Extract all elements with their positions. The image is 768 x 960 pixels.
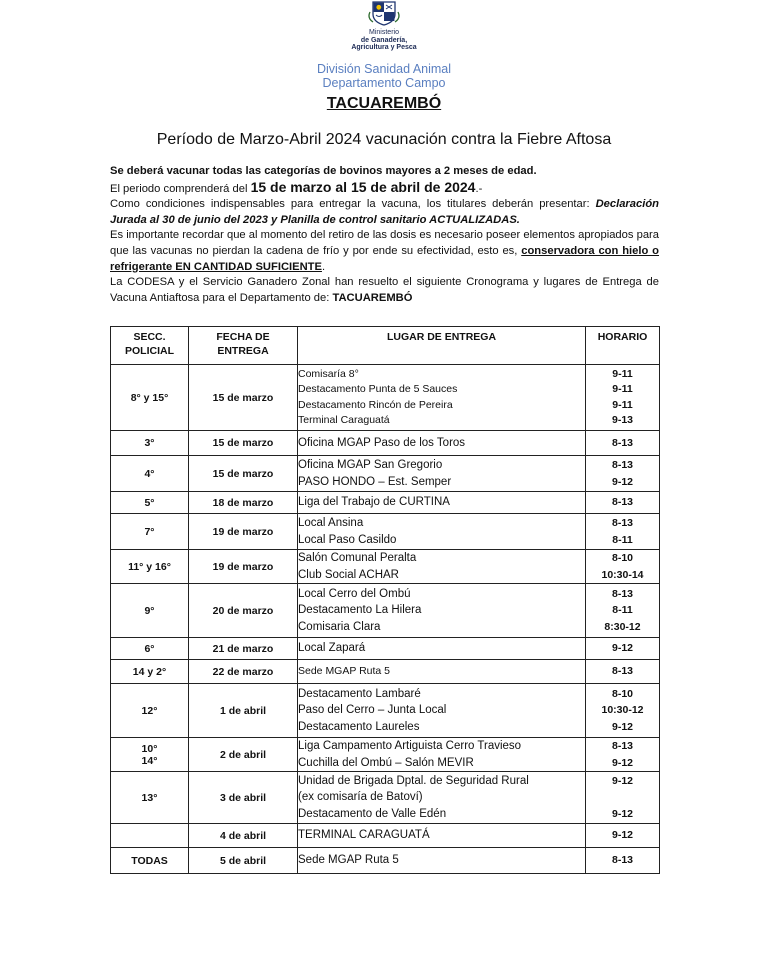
horario-cell — [586, 772, 660, 824]
lugar-cell — [298, 684, 586, 738]
lugar-item: Salón Comunal Peralta — [298, 552, 417, 564]
horario-item: 9-12 — [611, 774, 633, 787]
seccion-cell: 8° y 15° — [111, 365, 189, 431]
seccion-cell: 11° y 16° — [111, 550, 189, 584]
lugar-item: Cuchilla del Ombú – Salón MEVIR — [298, 756, 474, 769]
lugar-item: Destacamento Laureles — [298, 720, 420, 733]
lugar-item: Destacamento Rincón de Pereira — [298, 398, 453, 411]
lugar-item: Unidad de Brigada Dptal. de Seguridad Rural — [298, 774, 529, 787]
lugar-item: PASO HONDO – Est. Semper — [298, 475, 452, 488]
page-title: TACUAREMBÓ — [326, 95, 442, 112]
lugar-item: Sede MGAP Ruta 5 — [298, 664, 391, 677]
table-header-row — [111, 327, 660, 365]
horario-cell — [586, 684, 660, 738]
intro-paragraph-1: Se deberá vacunar todas las categorías de bovinos mayores a 2 meses de edad. — [110, 165, 537, 177]
horario-cell — [586, 550, 660, 584]
table-row — [111, 514, 660, 550]
fecha-cell: 1 de abril — [189, 684, 298, 738]
horario-item: 9-12 — [611, 807, 633, 820]
fecha-cell: 3 de abril — [189, 772, 298, 824]
ministry-shield-logo — [368, 0, 400, 26]
lugar-item: Local Cerro del Ombú — [298, 587, 411, 600]
department-line: Departamento Campo — [322, 76, 446, 90]
table-row — [111, 684, 660, 738]
lugar-item: Comisaría 8° — [298, 367, 359, 380]
horario-item: 9-12 — [611, 756, 633, 769]
fecha-cell: 21 de marzo — [189, 638, 298, 660]
intro-paragraph-3: Como condiciones indispensables para entregar la vacuna, los titulares deberán presentar: Declaración Jurada al 30 de junio del 2023 y Planilla de control sanitario ACTUALIZADAS. — [110, 198, 659, 226]
horario-cell — [586, 660, 660, 684]
schedule-table — [110, 326, 660, 874]
horario-item: 9-11 — [612, 383, 633, 395]
lugar-cell — [298, 660, 586, 684]
lugar-item: Paso del Cerro – Junta Local — [298, 704, 447, 717]
seccion-cell: 5° — [111, 492, 189, 514]
horario-item: 9-13 — [611, 414, 633, 426]
division-name — [0, 62, 768, 90]
horario-cell — [586, 638, 660, 660]
lugar-cell — [298, 431, 586, 456]
seccion-cell — [111, 824, 189, 848]
table-row — [111, 456, 660, 492]
horario-cell — [586, 514, 660, 550]
table-row — [111, 492, 660, 514]
horario-item — [586, 789, 659, 806]
seccion-cell: 14 y 2° — [111, 660, 189, 684]
horario-item: 8-13 — [611, 496, 633, 509]
table-row — [111, 431, 660, 456]
lugar-item: Sede MGAP Ruta 5 — [298, 854, 399, 867]
horario-item: 8-13 — [611, 854, 633, 867]
horario-cell — [586, 848, 660, 874]
horario-cell — [586, 365, 660, 431]
fecha-cell: 20 de marzo — [189, 584, 298, 638]
horario-item: 8-13 — [611, 517, 633, 529]
lugar-item: Destacamento de Valle Edén — [298, 807, 447, 820]
table-row — [111, 848, 660, 874]
lugar-item: Local Ansina — [298, 517, 364, 529]
period-dates: 15 de marzo al 15 de abril de 2024 — [250, 178, 476, 195]
lugar-item: Destacamento La Hilera — [298, 604, 422, 617]
lugar-cell — [298, 848, 586, 874]
lugar-item: Destacamento Lambaré — [298, 687, 421, 700]
seccion-cell: 13° — [111, 772, 189, 824]
horario-cell — [586, 584, 660, 638]
horario-cell — [586, 456, 660, 492]
seccion-cell: TODAS — [111, 848, 189, 874]
lugar-item: Local Zapará — [298, 642, 366, 655]
horario-item: 8-13 — [611, 587, 633, 600]
table-row — [111, 584, 660, 638]
horario-cell — [586, 824, 660, 848]
lugar-cell — [298, 824, 586, 848]
header-lugar: LUGAR DE ENTREGA — [298, 327, 586, 365]
horario-item: 8-10 — [611, 552, 633, 564]
horario-item: 9-11 — [612, 398, 633, 411]
horario-item: 8-13 — [611, 664, 633, 677]
lugar-item: Comisaria Clara — [298, 620, 381, 633]
horario-item: 8-11 — [612, 604, 633, 617]
lugar-cell — [298, 772, 586, 824]
ministry-name: Ministerio de Ganadería, Agricultura y Pesca — [351, 29, 417, 51]
table-row — [111, 824, 660, 848]
horario-item: 8-11 — [612, 533, 633, 546]
seccion-cell: 9° — [111, 584, 189, 638]
fecha-cell: 4 de abril — [189, 824, 298, 848]
horario-cell — [586, 492, 660, 514]
lugar-item: Club Social ACHAR — [298, 568, 399, 581]
lugar-item: Oficina MGAP Paso de los Toros — [298, 436, 466, 449]
lugar-cell — [298, 638, 586, 660]
horario-item: 9-12 — [611, 475, 633, 488]
horario-cell — [586, 431, 660, 456]
lugar-item: Oficina MGAP San Gregorio — [298, 459, 443, 471]
seccion-cell: 6° — [111, 638, 189, 660]
lugar-item: TERMINAL CARAGUATÁ — [298, 829, 430, 842]
table-row — [111, 365, 660, 431]
lugar-cell — [298, 365, 586, 431]
lugar-item: Local Paso Casildo — [298, 533, 397, 546]
horario-item: 8-13 — [611, 436, 633, 449]
fecha-cell: 15 de marzo — [189, 365, 298, 431]
lugar-cell — [298, 584, 586, 638]
seccion-cell: 3° — [111, 431, 189, 456]
horario-item: 10:30-12 — [601, 704, 644, 717]
header-horario: HORARIO — [586, 327, 660, 365]
horario-item: 8-13 — [611, 459, 633, 471]
seccion-cell: 10° 14° — [111, 738, 189, 772]
lugar-cell — [298, 492, 586, 514]
seccion-cell: 12° — [111, 684, 189, 738]
fecha-cell: 18 de marzo — [189, 492, 298, 514]
table-row — [111, 550, 660, 584]
horario-item: 10:30-14 — [601, 568, 644, 581]
horario-item: 9-11 — [612, 367, 633, 380]
seccion-cell: 4° — [111, 456, 189, 492]
lugar-item: Liga del Trabajo de CURTINA — [298, 496, 450, 509]
table-row — [111, 660, 660, 684]
fecha-cell: 19 de marzo — [189, 514, 298, 550]
fecha-cell: 15 de marzo — [189, 431, 298, 456]
horario-item: 8-10 — [611, 687, 633, 700]
lugar-item: Destacamento Punta de 5 Sauces — [298, 383, 458, 395]
table-row — [111, 772, 660, 824]
intro-paragraph-4: Es importante recordar que al momento del retiro de las dosis es necesario poseer elementos apropiados para que las vacunas no pierdan la cadena de frío y por ende su efectividad, esto es, conservadora con hielo o refrigerante EN CANTIDAD SUFICIENTE. — [110, 229, 660, 273]
intro-text — [110, 164, 659, 306]
division-line: División Sanidad Animal — [316, 62, 452, 76]
horario-item: 9-12 — [611, 720, 633, 733]
fecha-cell: 5 de abril — [189, 848, 298, 874]
intro-paragraph-2: El periodo comprenderá del 15 de marzo al 15 de abril de 2024.- — [110, 178, 483, 195]
period-title: Período de Marzo-Abril 2024 vacunación contra la Fiebre Aftosa — [156, 131, 612, 148]
header-seccion: SECC. POLICIAL — [111, 327, 189, 365]
horario-item: 8:30-12 — [604, 620, 641, 633]
header-fecha: FECHA DE ENTREGA — [189, 327, 298, 365]
seccion-cell: 7° — [111, 514, 189, 550]
lugar-item: Terminal Caraguatá — [298, 414, 390, 426]
fecha-cell: 2 de abril — [189, 738, 298, 772]
lugar-cell — [298, 738, 586, 772]
fecha-cell: 15 de marzo — [189, 456, 298, 492]
schedule-body — [111, 365, 660, 874]
fecha-cell: 22 de marzo — [189, 660, 298, 684]
lugar-cell — [298, 550, 586, 584]
lugar-item: (ex comisaría de Batoví) — [298, 791, 423, 804]
lugar-item: Liga Campamento Artiguista Cerro Travieso — [298, 740, 522, 752]
lugar-cell — [298, 514, 586, 550]
table-row — [111, 638, 660, 660]
horario-item: 9-12 — [611, 642, 633, 655]
intro-paragraph-5: La CODESA y el Servicio Ganadero Zonal han resuelto el siguiente Cronograma y lugares de Entrega de Vacuna Antiaftosa para el Departamento de: TACUAREMBÓ — [110, 276, 659, 304]
table-row — [111, 738, 660, 772]
fecha-cell: 19 de marzo — [189, 550, 298, 584]
horario-item: 8-13 — [611, 740, 633, 752]
horario-item: 9-12 — [611, 829, 633, 842]
horario-cell — [586, 738, 660, 772]
lugar-cell — [298, 456, 586, 492]
